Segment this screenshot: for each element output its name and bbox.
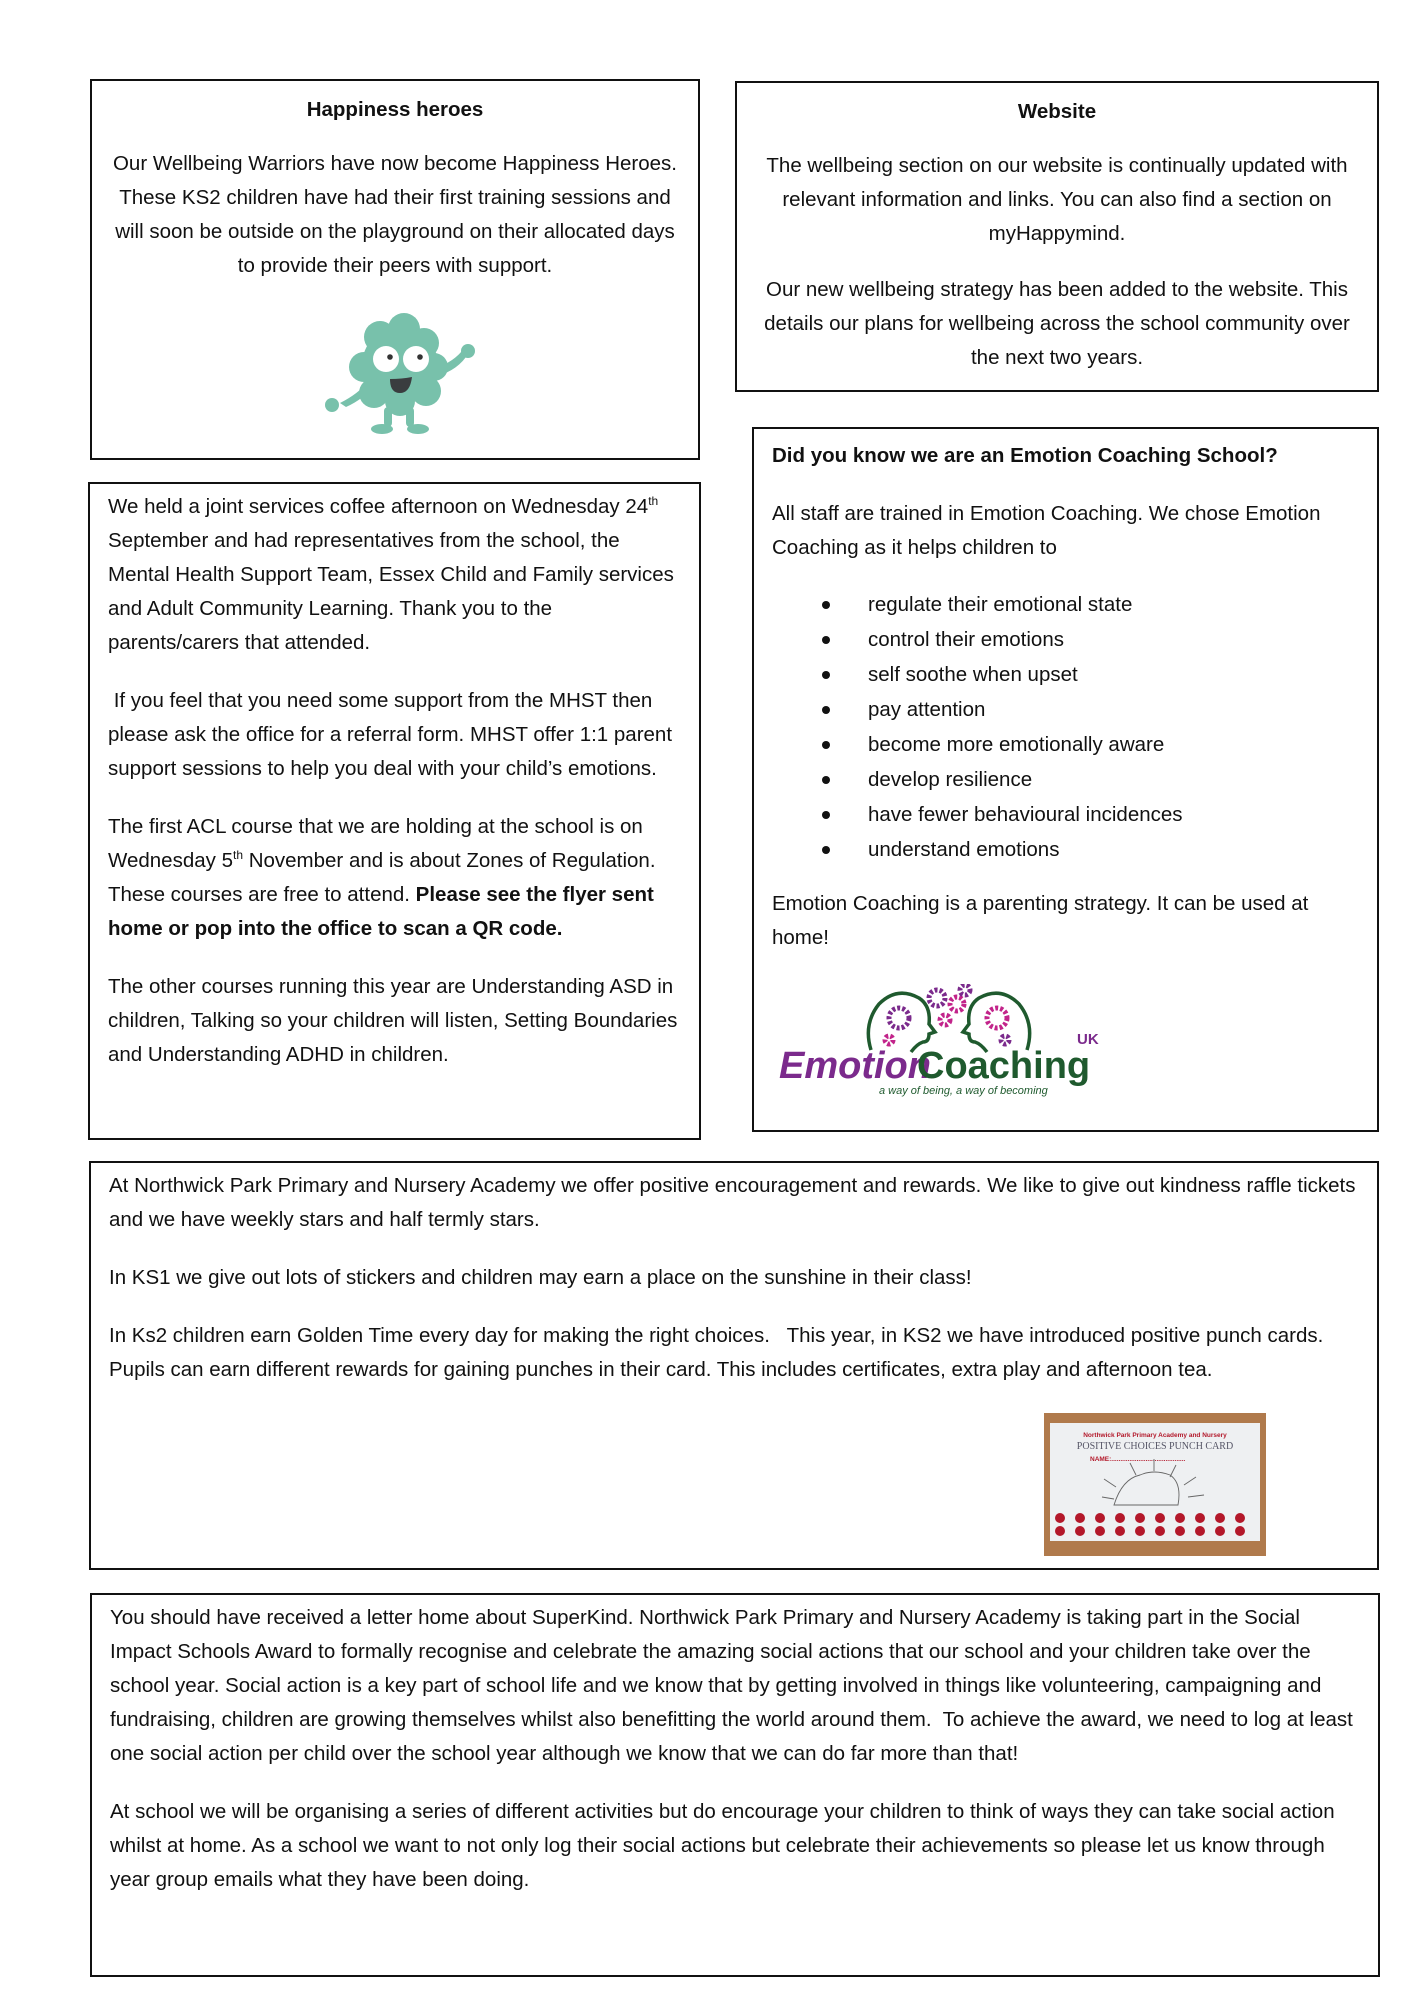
bullet-icon — [822, 601, 830, 609]
coffee-p1-text: We held a joint services coffee afternoon on Wednesday 24 — [108, 495, 649, 518]
emotion-coaching-title: Did you know we are an Emotion Coaching School? — [772, 444, 1278, 467]
rewards-paragraph-3: In Ks2 children earn Golden Time every day for making the right choices. This year, in KS2 we have introduced positive punch cards. Pupils can earn different rewards for gaining punches in their card. This includes certificates, extra play and afternoon tea. — [109, 1324, 1330, 1381]
coffee-paragraph-4: The other courses running this year are Understanding ASD in children, Talking so your children will listen, Setting Boundaries and Understanding ADHD in children. — [108, 975, 678, 1066]
coffee-p1-text-cont: September and had representatives from the school, the Mental Health Support Team, Essex Child and Family services and Adult Community Learning. Thank you to the parents/carers that attended. — [108, 529, 674, 654]
rewards-paragraph-1: At Northwick Park Primary and Nursery Academy we offer positive encouragement and rewards. We like to give out kindness raffle tickets and we have weekly stars and half termly stars. — [109, 1174, 1356, 1231]
punch-card-photo — [1044, 1413, 1266, 1556]
svg-text:a way of being, a way of becom: a way of being, a way of becoming — [879, 1085, 1048, 1097]
coffee-paragraph-2: If you feel that you need some support from the MHST then please ask the office for a referral form. MHST offer 1:1 parent support sessions to help you deal with your child’s emotions. — [108, 689, 678, 780]
coffee-afternoon-box — [88, 482, 701, 1140]
happiness-heroes-body: Our Wellbeing Warriors have now become Happiness Heroes. These KS2 children have had their first training sessions and will soon be outside on the playground on their allocated days to provide their peers with support. — [112, 152, 677, 277]
svg-text:Northwick Park Primary Academy: Northwick Park Primary Academy and Nursery — [1083, 1432, 1227, 1439]
list-item — [772, 762, 1183, 797]
website-paragraph-2: Our new wellbeing strategy has been added to the website. This details our plans for wellbeing across the school community over the next two years. — [764, 278, 1350, 369]
list-item-text: develop resilience — [868, 768, 1033, 791]
list-item-text: have fewer behavioural incidences — [868, 803, 1183, 826]
list-item-text: control their emotions — [868, 628, 1064, 651]
emotion-coaching-outro: Emotion Coaching is a parenting strategy. It can be used at home! — [772, 892, 1309, 949]
svg-text:UK: UK — [1077, 1031, 1099, 1048]
rewards-box — [89, 1161, 1379, 1570]
list-item — [772, 692, 1183, 727]
bullet-icon — [822, 636, 830, 644]
list-item-text: become more emotionally aware — [868, 733, 1165, 756]
social-paragraph-2: At school we will be organising a series of different activities but do encourage your children to think of ways they can take social action whilst at home. As a school we want to not only log their social actions but celebrate their achievements so please let us know through year group emails what they have been doing. — [110, 1800, 1335, 1891]
list-item — [772, 727, 1183, 762]
emotion-coaching-intro: All staff are trained in Emotion Coaching. We chose Emotion Coaching as it helps children to — [772, 502, 1321, 559]
emotion-coaching-benefits-list — [772, 587, 1183, 867]
website-paragraph-1: The wellbeing section on our website is continually updated with relevant information and links. You can also find a section on myHappymind. — [766, 154, 1348, 245]
bullet-icon — [822, 741, 830, 749]
bullet-icon — [822, 671, 830, 679]
list-item — [772, 657, 1183, 692]
bullet-icon — [822, 846, 830, 854]
list-item-text: understand emotions — [868, 838, 1060, 861]
list-item — [772, 832, 1183, 867]
emotion-coaching-box — [752, 427, 1379, 1132]
bullet-icon — [822, 776, 830, 784]
list-item — [772, 797, 1183, 832]
list-item — [772, 587, 1183, 622]
coffee-p3-text-cont: November and is about Zones of Regulation. These courses are free to attend. — [108, 849, 656, 906]
ordinal-suffix: th — [232, 848, 243, 863]
list-item-text: self soothe when upset — [868, 663, 1078, 686]
mascot-icon — [310, 307, 490, 437]
list-item-text: pay attention — [868, 698, 986, 721]
rewards-paragraph-2: In KS1 we give out lots of stickers and children may earn a place on the sunshine in their class! — [109, 1266, 972, 1289]
list-item-text: regulate their emotional state — [868, 593, 1133, 616]
svg-text:Emotion: Emotion — [779, 1045, 931, 1087]
svg-text:POSITIVE CHOICES PUNCH CARD: POSITIVE CHOICES PUNCH CARD — [1076, 1441, 1234, 1452]
social-action-box — [90, 1593, 1380, 1977]
website-title: Website — [1017, 100, 1097, 123]
list-item — [772, 622, 1183, 657]
bullet-icon — [822, 706, 830, 714]
ordinal-suffix: th — [648, 494, 659, 509]
website-box — [735, 81, 1379, 392]
emotion-coaching-uk-logo — [779, 984, 1109, 1099]
coffee-p3-text: The first ACL course that we are holding at the school is on Wednesday 5 — [108, 815, 643, 872]
happiness-heroes-box — [90, 79, 700, 460]
happiness-heroes-title: Happiness heroes — [306, 98, 484, 121]
social-paragraph-1: You should have received a letter home about SuperKind. Northwick Park Primary and Nursery Academy is taking part in the Social Impact Schools Award to formally recognise and celebrate the amazing social actions that our school and your children take over the school year. Social action is a key part of school life and we know that by getting involved in things like volunteering, campaigning and fundraising, children are growing themselves whilst also benefitting the world around them. To achieve the award, we need to log at least one social action per child over the school year although we know that we can do far more than that! — [110, 1606, 1359, 1765]
coffee-p3-bold-note: Please see the flyer sent home or pop into the office to scan a QR code. — [108, 883, 654, 940]
coffee-paragraph-1 — [108, 490, 685, 660]
bullet-icon — [822, 811, 830, 819]
svg-text:Coaching: Coaching — [917, 1045, 1091, 1087]
coffee-paragraph-3 — [108, 810, 685, 946]
svg-text:NAME:.........................: NAME:......................................... — [1090, 1456, 1186, 1463]
